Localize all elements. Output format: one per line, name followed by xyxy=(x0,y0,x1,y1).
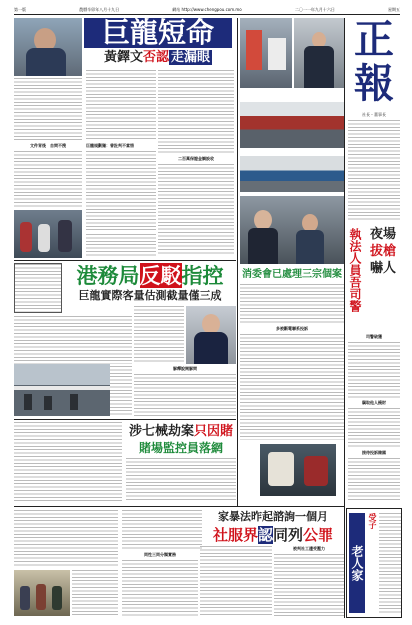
story1-body-f xyxy=(86,234,156,258)
story2-body-d xyxy=(134,374,236,416)
elderly-feature xyxy=(346,508,402,618)
promo-sub-text: 執法人員吾司警 xyxy=(348,228,362,312)
photo-booth-b xyxy=(294,18,344,88)
story4-body-a xyxy=(14,422,122,502)
story1-body-d xyxy=(158,164,234,254)
story2-caption: 解釋說開解問 xyxy=(173,366,197,371)
story5-photo xyxy=(14,570,70,616)
sidebar-heading-c: 接待投訴陳國 xyxy=(362,450,386,455)
divider-3 xyxy=(14,506,344,507)
story1-subtitle: 黃鐸文否認 走漏眼 xyxy=(103,50,211,65)
site-label: 網站 http://www.chengpou.com.mo xyxy=(172,7,242,12)
photo-booth-a xyxy=(240,18,292,88)
story1-body-b xyxy=(158,70,234,154)
elderly-body-label: 受子 xyxy=(368,513,377,529)
story2-lead-text xyxy=(14,263,62,313)
story2-photo-terminal xyxy=(14,364,110,416)
photo-hall-b xyxy=(240,156,344,192)
weekday: 星期五 xyxy=(387,7,400,12)
story3-body-a xyxy=(240,284,344,324)
page-label: 第一版 xyxy=(14,7,26,12)
story4-title: 涉七械劫案只因賭 xyxy=(128,424,234,439)
divider-2 xyxy=(14,419,236,420)
sidebar-body-b xyxy=(348,408,400,448)
story5-body-e xyxy=(274,554,344,616)
story5-title: 家暴法昨起諮詢一個月 xyxy=(218,510,328,523)
story2-photo-portrait xyxy=(186,306,236,364)
lunar-date: 農曆辛卯年八月十九日 xyxy=(79,7,120,12)
story5-side-caption: 被判社工遭受壓力 xyxy=(293,546,325,551)
story1-body-e xyxy=(14,151,82,207)
story4-photo xyxy=(260,444,336,496)
story5-subtitle: 社服界認同列公罪 xyxy=(212,526,334,544)
story5-body-d xyxy=(122,560,198,616)
story2-title: 港務局反駁指控 xyxy=(76,263,224,288)
story5-body-b xyxy=(122,510,202,550)
masthead-logo xyxy=(346,18,402,110)
story4-body-b xyxy=(126,458,236,502)
elderly-title: 老人家 xyxy=(349,513,365,613)
site-url[interactable]: http://www.chengpou.com.mo xyxy=(181,7,242,12)
pub-info-label: 社長・董事長 xyxy=(362,112,386,117)
sidebar-heading-b: 竊取他人錢財 xyxy=(362,400,386,405)
story1-title: 巨龍短命 xyxy=(84,18,232,48)
story2-body-a xyxy=(14,316,132,364)
story5-body-a xyxy=(72,570,118,616)
story1-body-c xyxy=(86,151,156,231)
masthead-strip xyxy=(14,6,400,15)
promo-block xyxy=(346,222,402,332)
column-rule-a xyxy=(237,18,238,506)
photo-crowd xyxy=(240,196,344,264)
story1-section-b: 二百萬保證金調設收 xyxy=(178,156,214,161)
story1-photo xyxy=(14,18,82,76)
story4-subtitle: 賭場監控員落網 xyxy=(138,441,223,455)
promo-headline: 夜場 拔槍 嚇人 xyxy=(369,227,396,276)
story2-body-b xyxy=(134,306,184,364)
pub-info-block xyxy=(348,120,400,220)
sidebar-body-a xyxy=(348,342,400,398)
divider-1 xyxy=(14,260,236,261)
story3-subhead: 多被斷電聯系投訴 xyxy=(276,326,308,331)
story2-subtitle: 巨龍實際客量估測截量僅三成 xyxy=(78,289,222,302)
issue-date: 二〇一一年九月十六日 xyxy=(294,7,335,12)
story5-body-c xyxy=(200,546,272,616)
story1-body-a xyxy=(86,70,156,140)
column-rule-b xyxy=(344,18,345,618)
story3-body-b xyxy=(240,334,344,440)
story1-lead-text xyxy=(14,78,82,140)
sidebar-body-c xyxy=(348,458,400,502)
story3-title: 消委會已處理三宗個案 xyxy=(242,269,342,280)
story1-photo-b xyxy=(14,210,82,258)
logo-char-bao: 報 xyxy=(354,60,394,107)
story1-caption-a: 文件背後 自問不搜 xyxy=(30,143,66,148)
story5-lead-text xyxy=(14,510,118,568)
elderly-body-text xyxy=(379,513,401,613)
sidebar-heading-a: 司警破獲 xyxy=(366,334,382,339)
story1-section-a: 巨龍規劃獨：曾批判不當惜 xyxy=(86,143,134,148)
logo-char-zheng: 正 xyxy=(354,16,394,63)
photo-hall-a xyxy=(240,102,344,148)
story5-subhead: 同性三同分類實務 xyxy=(144,552,176,557)
